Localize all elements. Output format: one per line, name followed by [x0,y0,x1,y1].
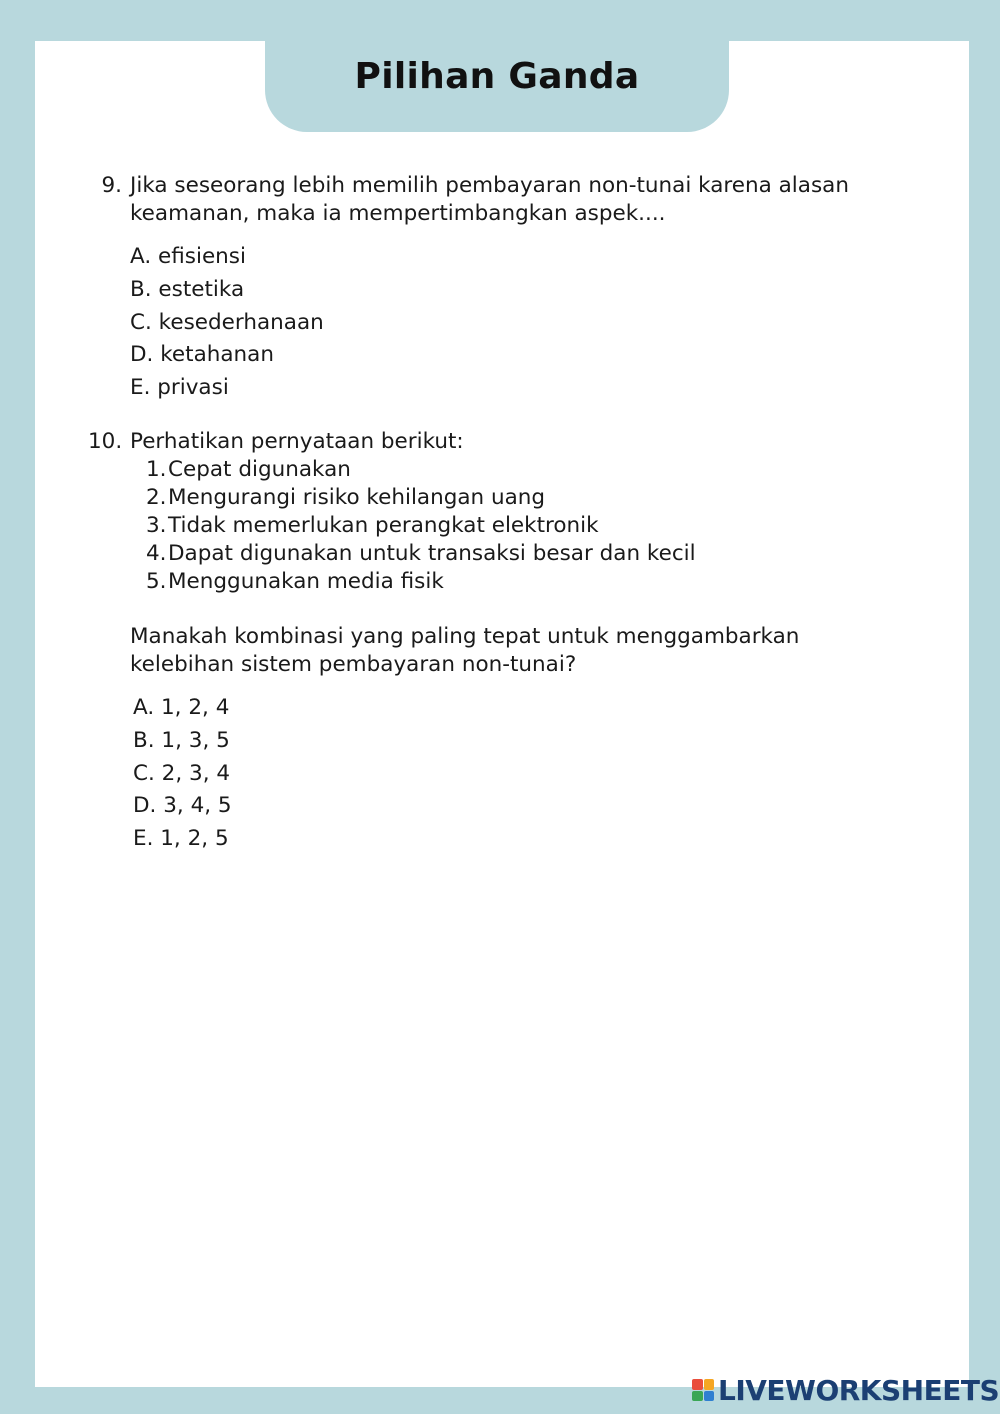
statement-item [146,540,696,568]
option-9d[interactable]: D. ketahanan [130,342,274,367]
statement-item [146,512,599,540]
option-9b[interactable]: B. estetika [130,277,245,302]
statement-item [146,456,351,484]
option-9c[interactable]: C. kesederhanaan [130,310,324,335]
option-10e[interactable]: E. 1, 2, 5 [133,826,229,851]
option-10c[interactable]: C. 2, 3, 4 [133,761,231,786]
statement-number: 3. [146,513,167,538]
question-number: 9. [101,173,122,198]
option-9e[interactable]: E. privasi [130,375,229,400]
statement-text: Dapat digunakan untuk transaksi besar dan kecil [168,541,696,566]
statement-text: Tidak memerlukan perangkat elektronik [168,513,599,538]
question-intro: Perhatikan pernyataan berikut: [130,429,464,454]
option-10b[interactable]: B. 1, 3, 5 [133,728,230,753]
liveworksheets-brand [692,1374,999,1406]
liveworksheets-logo-icon [692,1379,714,1401]
brand-text: LIVEWORKSHEETS [718,1373,1000,1407]
statement-number: 2. [146,485,167,510]
statement-text: Mengurangi risiko kehilangan uang [168,485,546,510]
option-10d[interactable]: D. 3, 4, 5 [133,793,232,818]
option-9a[interactable]: A. efisiensi [130,244,246,269]
statement-number: 5. [146,569,167,594]
statement-number: 1. [146,457,167,482]
statement-text: Menggunakan media fisik [168,569,444,594]
statement-number: 4. [146,541,167,566]
title-tab [265,41,729,132]
page-title: Pilihan Ganda [354,56,640,97]
question-number: 10. [88,429,123,454]
statement-item [146,568,444,596]
option-10a[interactable]: A. 1, 2, 4 [133,695,230,720]
statement-text: Cepat digunakan [168,457,351,482]
statement-item [146,484,545,512]
question-prompt-line: Manakah kombinasi yang paling tepat untuk menggambarkan [130,624,800,649]
question-prompt-line: kelebihan sistem pembayaran non-tunai? [130,652,577,677]
question-text-line: keamanan, maka ia mempertimbangkan aspek.... [130,201,666,226]
question-text-line: Jika seseorang lebih memilih pembayaran non-tunai karena alasan [130,173,849,198]
